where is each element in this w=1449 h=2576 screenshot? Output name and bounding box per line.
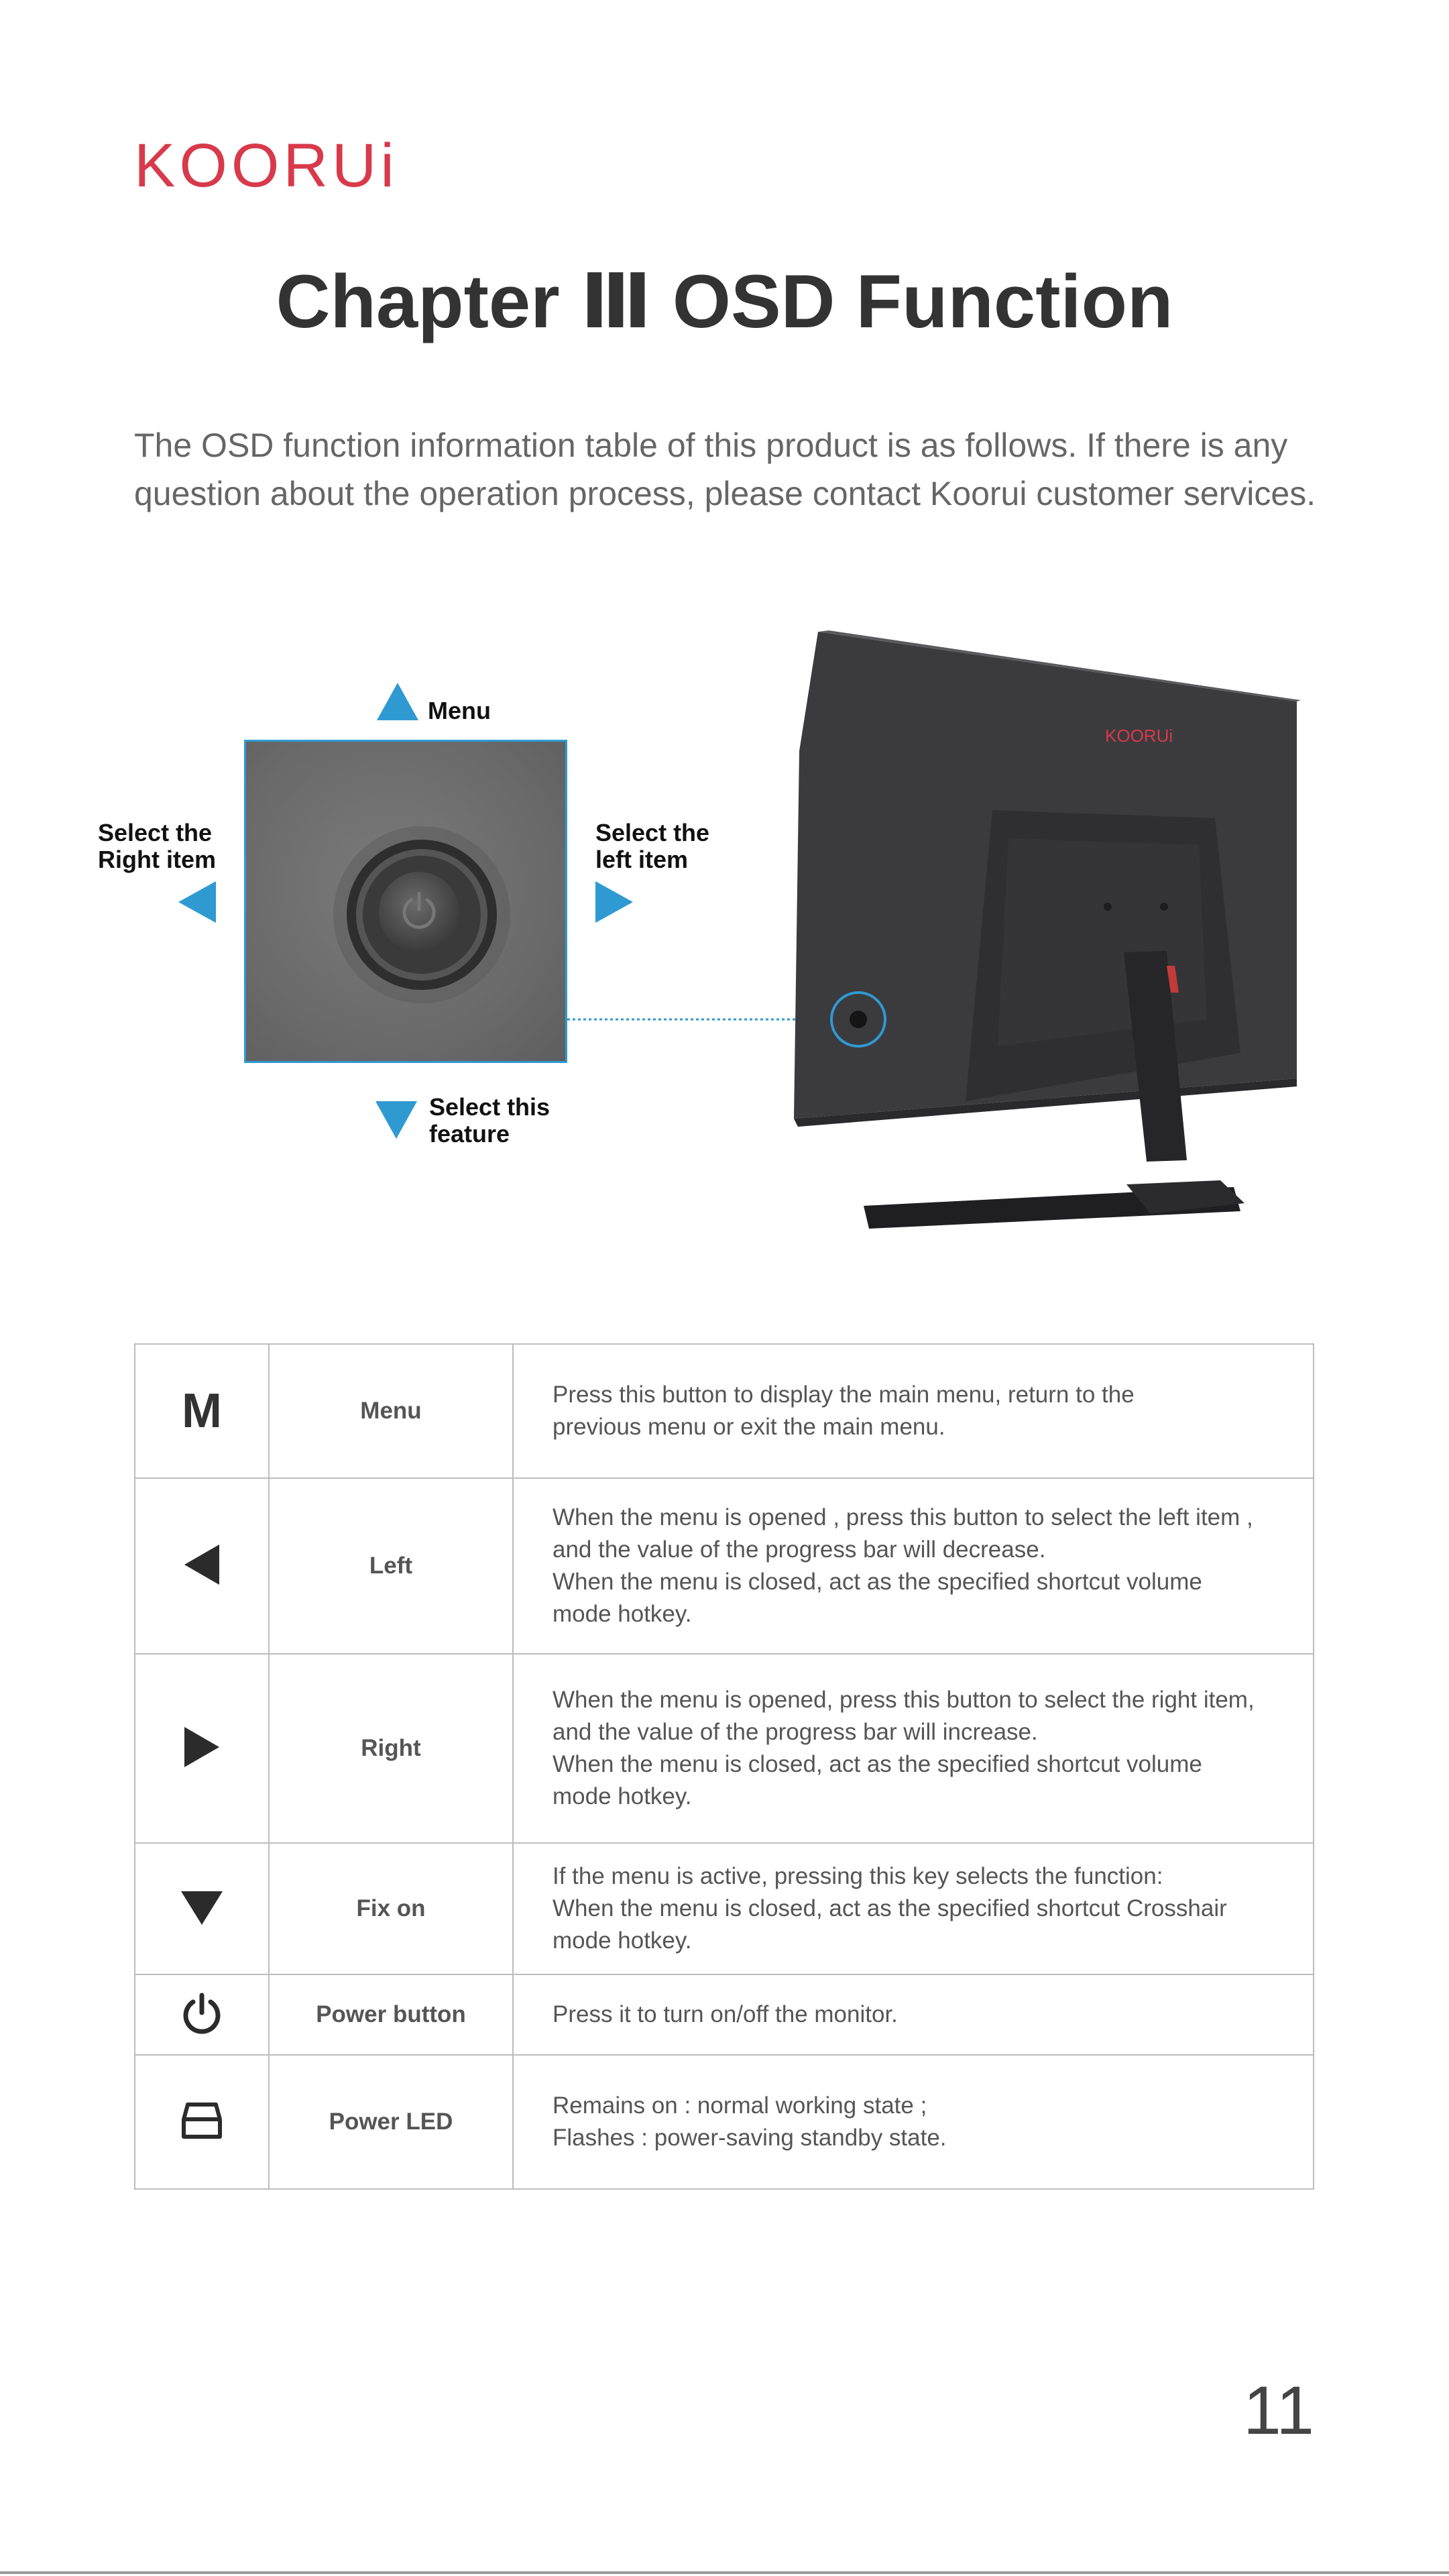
description-line: When the menu is opened , press this button to select the left item , [553,1504,1253,1530]
menu-m-icon: M [182,1384,222,1438]
function-name: Power button [269,1974,513,2055]
joystick-button-graphic [246,742,565,1061]
description-line: mode hotkey. [553,1601,692,1627]
label-select-left-line1: Select the [595,819,710,846]
icon-cell [135,1654,269,1843]
function-description [513,1974,1314,2055]
label-select-feature [429,1094,550,1147]
label-select-feature-line1: Select this [429,1093,550,1121]
function-description [513,2055,1314,2189]
function-description [513,1478,1314,1654]
page-title: Chapter Ⅲ OSD Function [276,260,1173,343]
table-row [135,1654,1314,1843]
brand-logo: KOORUi [134,131,398,200]
description-line: When the menu is opened, press this button to select the right item, [553,1687,1255,1713]
up-arrow-icon [377,683,418,720]
table-row [135,1478,1314,1654]
description-line: When the menu is closed, act as the specified shortcut volume [553,1569,1202,1595]
table-row [135,1344,1314,1478]
function-name: Menu [269,1344,513,1478]
function-name: Power LED [269,2055,513,2189]
down-arrow-icon [375,1101,417,1139]
table-row [135,1974,1314,2055]
function-name: Left [269,1478,513,1654]
description-line: When the menu is closed, act as the specified shortcut volume [553,1751,1202,1777]
table-row [135,1843,1314,1974]
description-line: mode hotkey. [553,1783,692,1809]
description-line: Flashes : power-saving standby state. [553,2125,947,2151]
icon-cell [135,1974,269,2055]
table-row [135,2055,1314,2189]
left-arrow-icon [178,881,216,923]
label-menu: Menu [428,697,491,724]
description-line: When the menu is closed, act as the specified shortcut Crosshair [553,1895,1227,1921]
description-line: previous menu or exit the main menu. [553,1414,945,1440]
icon-cell [135,1843,269,1974]
power-led-icon [180,2101,224,2141]
right-triangle-icon [182,1726,222,1769]
function-name: Fix on [269,1843,513,1974]
description-line: Press it to turn on/off the monitor. [553,2001,898,2027]
osd-function-table [134,1343,1314,2190]
label-select-right-item [98,820,216,873]
label-select-right-line2: Right item [98,846,216,873]
page-bottom-rule [0,2571,1449,2574]
icon-cell [135,1344,269,1478]
down-triangle-icon [180,1889,224,1926]
intro-paragraph: The OSD function information table of this product is as follows. If there is any question about the operation process, please contact Koorui customer services. [134,427,1316,512]
function-name: Right [269,1654,513,1843]
icon-cell [135,2055,269,2189]
left-triangle-icon [182,1543,222,1586]
page-number: 11 [1243,2372,1314,2449]
function-description [513,1654,1314,1843]
description-line: mode hotkey. [553,1927,692,1954]
description-line: and the value of the progress bar will increase. [553,1719,1038,1745]
power-icon [180,1991,224,2035]
function-description [513,1344,1314,1478]
description-line: and the value of the progress bar will decrease. [553,1536,1046,1563]
joystick-closeup [244,740,567,1063]
description-line: Press this button to display the main menu, return to the [553,1382,1135,1408]
description-line: Remains on : normal working state ; [553,2092,927,2119]
monitor-brand-mark: KOORUi [1105,726,1173,746]
label-select-left-line2: left item [595,846,689,873]
monitor-rear-illustration [563,617,1314,1234]
function-description [513,1843,1314,1974]
description-line: If the menu is active, pressing this key selects the function: [553,1863,1163,1889]
label-select-feature-line2: feature [429,1120,510,1147]
icon-cell [135,1478,269,1654]
label-select-right-line1: Select the [98,819,213,846]
